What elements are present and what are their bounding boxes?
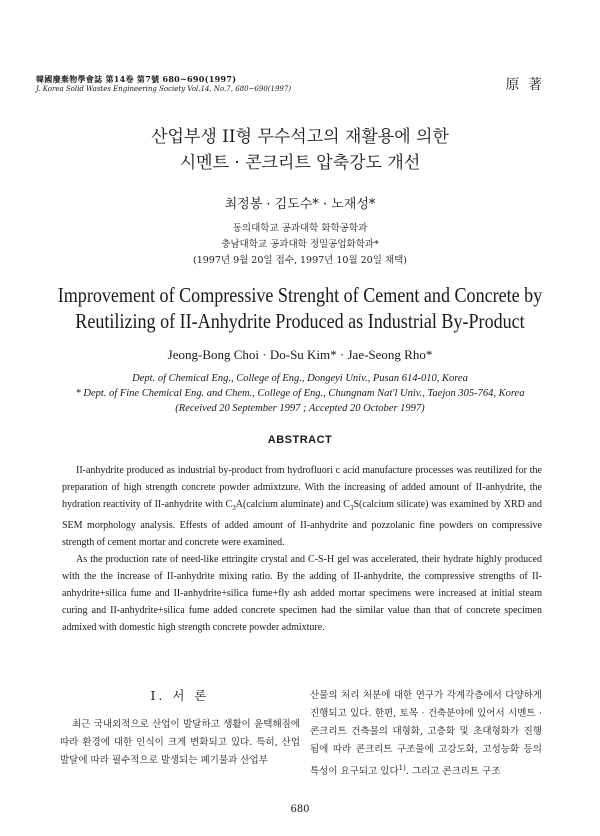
- reference-marker: 1): [398, 764, 406, 772]
- korean-affiliation-2: 충남대학교 공과대학 정밀공업화학과*: [221, 239, 379, 250]
- korean-affiliation-1: 동의대학교 공과대학 화학공학과: [232, 223, 368, 234]
- korean-title-line2: 시멘트 · 콘크리트 압축강도 개선: [179, 153, 421, 173]
- english-title-line1: Improvement of Compressive Strenght of Cement and Concrete by: [57, 283, 543, 307]
- subscript-3: 3: [232, 504, 236, 512]
- korean-authors: 최정봉 · 김도수* · 노재성*: [224, 197, 376, 212]
- introduction-right-text: [310, 687, 542, 781]
- journal-english-header: J. Korea Solid Wastes Engineering Society Vol.14, No.7, 680~690(1997): [36, 85, 292, 93]
- english-received-dates: (Received 20 September 1997 ; Accepted 20 October 1997): [175, 403, 425, 414]
- introduction-left-column: [60, 716, 300, 770]
- journal-korean-header: 韓國廢棄物學會誌 第14卷 第7號 680~690(1997): [36, 74, 237, 84]
- section-introduction-title: I. 서 론: [150, 688, 210, 703]
- introduction-right-part-b: . 그리고 콘크리트 구조: [405, 766, 501, 778]
- korean-received-dates: (1997년 9월 20일 접수, 1997년 10월 20일 채택): [192, 255, 407, 266]
- english-title-line2: Reutilizing of II-Anhydrite Produced as Industrial By-Product: [75, 309, 525, 333]
- abstract-p1-part-c: S(calcium silicate) was examined by XRD and SEM morphology analysis. Effests of added amount of II-anhydrite and pozzolanic fine powders on compressive strength of cement mortar and concrete were examined.: [62, 499, 542, 548]
- abstract-p1-part-b: A(calcium aluminate) and C: [235, 499, 350, 510]
- introduction-right-column: [310, 687, 542, 781]
- abstract-paragraph-1: [62, 462, 542, 551]
- english-affiliation-2: * Dept. of Fine Chemical Eng. and Chem., College of Eng., Chungnam Nat'l Univ., Taejon 305-764, Korea: [75, 388, 525, 399]
- english-affiliation-1: Dept. of Chemical Eng., College of Eng., Dongeyi Univ., Pusan 614-010, Korea: [132, 373, 468, 384]
- introduction-right-part-a: 산물의 처리 처분에 대한 연구가 각계각층에서 다양하게 진행되고 있다. 한편, 토목 · 건축분야에 있어서 시멘트 · 콘크리트 건축물의 대형화, 고층화 및 초대형화가 진행됨에 따라 콘크리트 구조물에 고강도화, 고성능화 등의 특성이 요구되고 있다: [310, 690, 542, 778]
- korean-title-line1: 산업부생 II형 무수석고의 재활용에 의한: [151, 127, 449, 147]
- article-type-badge: 原 著: [505, 77, 544, 93]
- abstract-p1-part-a: II-anhydrite produced as industrial by-product from hydrofluori c acid manufacture processes was reutilized for the preparation of high strength concrete powder admixtzure. With the increasing of added amount of II-anhydrite, the hydration reactivity of II-anhydrite with C: [62, 465, 542, 510]
- abstract-heading: ABSTRACT: [267, 434, 333, 446]
- page-number: 680: [290, 804, 310, 815]
- abstract-paragraph-2: As the production rate of need-like ettringite crystal and C-S-H gel was accelerated, their hydrate highly produced with the the increase of II-anhydrite mixing ratio. By the adding of II-anhydrite, the compressive strengths of II-anhydrite+silica fume and II-anhydrite+silica fume+fly ash added mortar specimens were increased at initial steam curing and II-anhydrite+silica fume added concrete specimen had the similar value than that of concrete specimen admixed with domestic high strength concrete powder admixture.: [62, 554, 542, 633]
- abstract-body: [62, 462, 542, 636]
- english-authors: Jeong-Bong Choi · Do-Su Kim* · Jae-Seong Rho*: [167, 347, 433, 362]
- introduction-left-text: 최근 국내외적으로 산업이 발달하고 생활이 윤택해짐에 따라 환경에 대한 인식이 크게 변화되고 있다. 특히, 산업발달에 따라 필수적으로 발생되는 폐기물과 산업부: [60, 719, 300, 766]
- subscript-3: 3: [349, 504, 354, 512]
